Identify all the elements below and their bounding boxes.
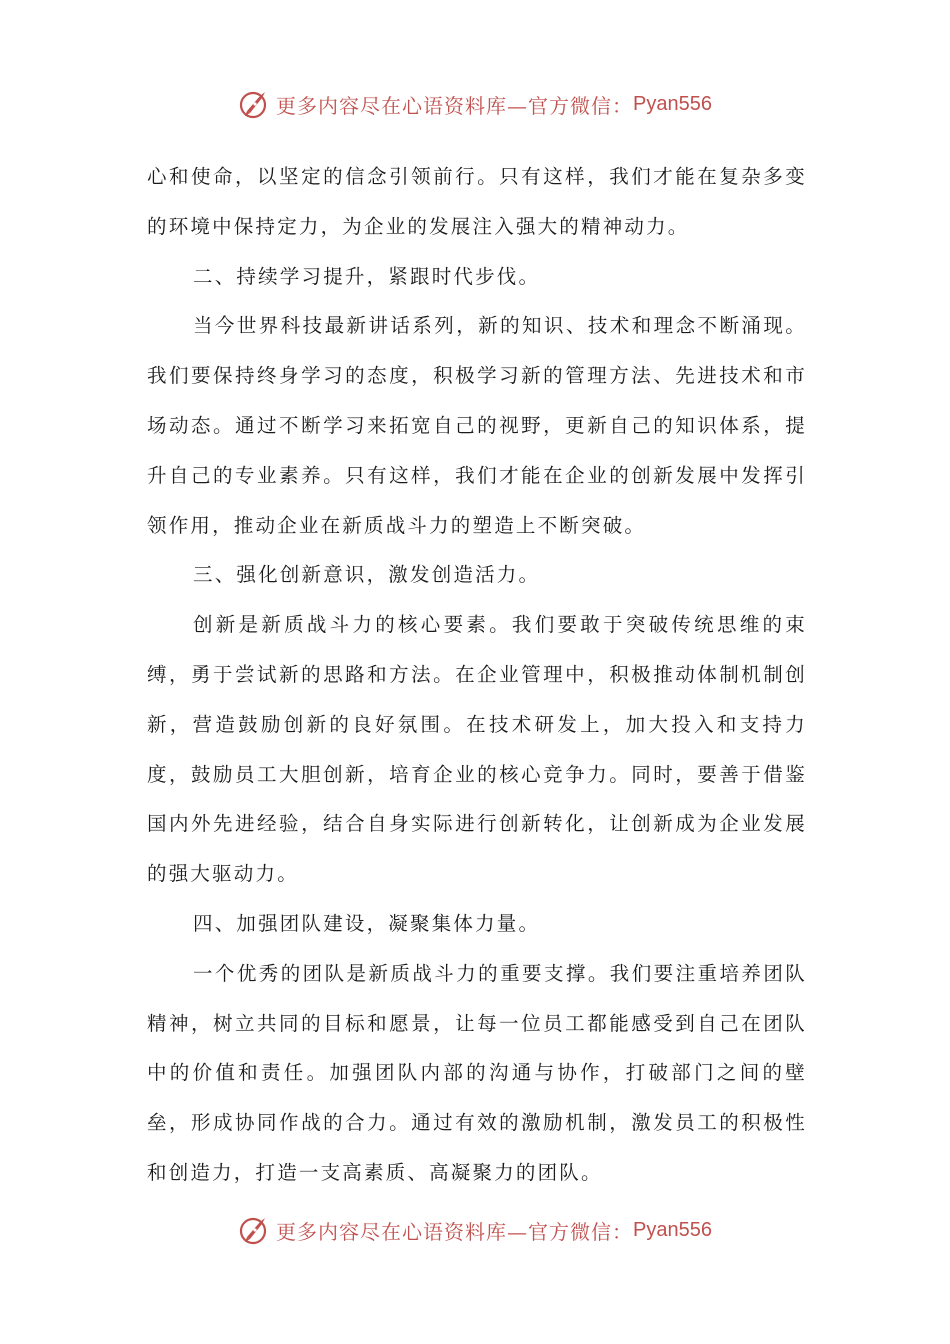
pen-nib-circle-icon (238, 87, 272, 121)
paragraph: 创新是新质战斗力的核心要素。我们要敢于突破传统思维的束缚，勇于尝试新的思路和方法。在企业管理中，积极推动体制机制创新，营造鼓励创新的良好氛围。在技术研发上，加大投入和支持力度，鼓励员工大胆创新，培育企业的核心竞争力。同时，要善于借鉴国内外先进经验，结合自身实际进行创新转化，让创新成为企业发展的强大驱动力。 (147, 613, 807, 886)
section-heading: 三、强化创新意识，激发创造活力。 (193, 563, 541, 587)
paragraph: 一个优秀的团队是新质战斗力的重要支撑。我们要注重培养团队精神，树立共同的目标和愿景，让每一位员工都能感受到自己在团队中的价值和责任。加强团队内部的沟通与协作，打破部门之间的壁垒，形成协同作战的合力。通过有效的激励机制，激发员工的积极性和创造力，打造一支高素质、高凝聚力的团队。 (147, 961, 807, 1184)
wechat-id: Pyan556 (633, 1218, 712, 1241)
pen-nib-circle-icon (238, 1213, 272, 1247)
section-heading: 四、加强团队建设，凝聚集体力量。 (193, 911, 541, 935)
document-body (147, 152, 807, 1198)
banner-text: 更多内容尽在心语资料库—官方微信： (276, 1219, 634, 1244)
paragraph: 心和使命，以坚定的信念引领前行。只有这样，我们才能在复杂多变的环境中保持定力，为企业的发展注入强大的精神动力。 (147, 165, 807, 238)
section-heading: 二、持续学习提升，紧跟时代步伐。 (193, 264, 541, 288)
wechat-id: Pyan556 (633, 92, 712, 115)
paragraph: 当今世界科技最新讲话系列，新的知识、技术和理念不断涌现。我们要保持终身学习的态度，积极学习新的管理方法、先进技术和市场动态。通过不断学习来拓宽自己的视野，更新自己的知识体系，提升自己的专业素养。只有这样，我们才能在企业的创新发展中发挥引领作用，推动企业在新质战斗力的塑造上不断突破。 (147, 314, 807, 537)
footer-banner (0, 1210, 950, 1250)
header-banner (0, 84, 950, 124)
banner-text: 更多内容尽在心语资料库—官方微信： (276, 93, 634, 118)
